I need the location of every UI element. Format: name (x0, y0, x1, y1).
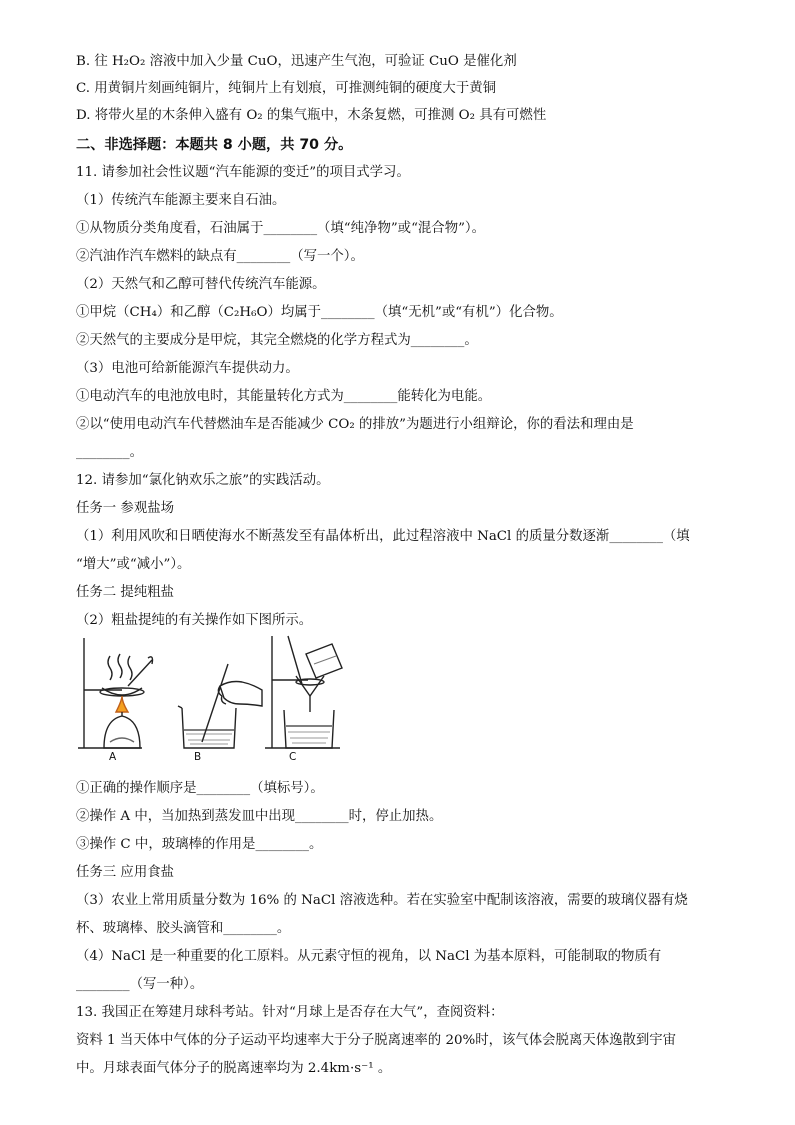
text-line-l31: 资料 1 当天体中气体的分子运动平均速率大于分子脱离速率的 20%时，该气体会脱离天体逸散到宇宙 (76, 1033, 677, 1048)
text-line-l24: ③操作 C 中，玻璃棒的作用是________。 (76, 837, 323, 852)
text-line-l19: “增大”或“减小”）。 (76, 557, 191, 572)
text-line-l20: 任务二 提纯粗盐 (76, 585, 174, 600)
figure-label-b: B (194, 751, 202, 763)
pouring-beaker (306, 644, 342, 678)
text-line-l9: （2）天然气和乙醇可替代传统汽车能源。 (76, 277, 326, 292)
text-line-l30: 13. 我国正在筹建月球科考站。针对“月球上是否存在大气”，查阅资料： (76, 1005, 504, 1020)
text-line-l10: ①甲烷（CH₄）和乙醇（C₂H₆O）均属于________（填“无机”或“有机”）化合物。 (76, 305, 563, 320)
text-line-l5: 11. 请参加社会性议题“汽车能源的变迁”的项目式学习。 (76, 165, 410, 180)
text-line-l8: ②汽油作汽车燃料的缺点有________（写一个）。 (76, 249, 364, 264)
text-line-l22: ①正确的操作顺序是________（填标号）。 (76, 781, 324, 796)
text-line-l25: 任务三 应用食盐 (76, 865, 174, 880)
figure-label-a: A (109, 751, 117, 763)
text-line-l3: D. 将带火星的木条伸入盛有 O₂ 的集气瓶中，木条复燃，可推测 O₂ 具有可燃性 (76, 108, 547, 123)
text-line-l2: C. 用黄铜片刻画纯铜片，纯铜片上有划痕，可推测纯铜的硬度大于黄铜 (76, 81, 496, 96)
text-line-l4: 二、非选择题：本题共 8 小题，共 70 分。 (76, 137, 353, 153)
text-line-l13: ①电动汽车的电池放电时，其能量转化方式为________能转化为电能。 (76, 389, 492, 404)
text-line-l17: 任务一 参观盐场 (76, 501, 174, 516)
salt-purification-figure (70, 630, 370, 765)
glass-rod-c (288, 636, 302, 684)
steam-1 (108, 656, 112, 680)
text-line-l14: ②以“使用电动汽车代替燃油车是否能减少 CO₂ 的排放”为题进行小组辩论，你的看法和理由是 (76, 417, 634, 432)
text-line-l15: ________。 (76, 445, 143, 460)
beaker-b (182, 708, 236, 748)
hand (220, 682, 262, 707)
text-line-l21: （2）粗盐提纯的有关操作如下图所示。 (76, 613, 313, 628)
text-line-l11: ②天然气的主要成分是甲烷，其完全燃烧的化学方程式为________。 (76, 333, 478, 348)
receiving-beaker (284, 710, 334, 748)
flame (116, 696, 128, 712)
text-line-l27: 杯、玻璃棒、胶头滴管和________。 (76, 921, 291, 936)
apparatus-illustration (70, 630, 370, 765)
text-line-l29: ________（写一种）。 (76, 977, 204, 992)
text-line-l16: 12. 请参加“氯化钠欢乐之旅”的实践活动。 (76, 473, 330, 488)
text-line-l23: ②操作 A 中，当加热到蒸发皿中出现________时，停止加热。 (76, 809, 443, 824)
figure-label-c: C (289, 751, 297, 763)
steam-3 (128, 656, 132, 680)
text-line-l12: （3）电池可给新能源汽车提供动力。 (76, 361, 299, 376)
text-line-l7: ①从物质分类角度看，石油属于________（填“纯净物”或“混合物”）。 (76, 221, 486, 236)
text-line-l28: （4）NaCl 是一种重要的化工原料。从元素守恒的视角，以 NaCl 为基本原料，可能制取的物质有 (76, 949, 662, 964)
text-line-l26: （3）农业上常用质量分数为 16% 的 NaCl 溶液选种。若在实验室中配制该溶液，需要的玻璃仪器有烧 (76, 893, 688, 908)
steam-2 (118, 654, 122, 678)
text-line-l1: B. 往 H₂O₂ 溶液中加入少量 CuO，迅速产生气泡，可验证 CuO 是催化剂 (76, 54, 517, 69)
text-line-l6: （1）传统汽车能源主要来自石油。 (76, 193, 286, 208)
text-line-l18: （1）利用风吹和日晒使海水不断蒸发至有晶体析出，此过程溶液中 NaCl 的质量分数逐渐________（填 (76, 529, 690, 544)
text-line-l32: 中。月球表面气体分子的脱离速率均为 2.4km·s⁻¹ 。 (76, 1061, 392, 1076)
alcohol-lamp (104, 716, 140, 748)
